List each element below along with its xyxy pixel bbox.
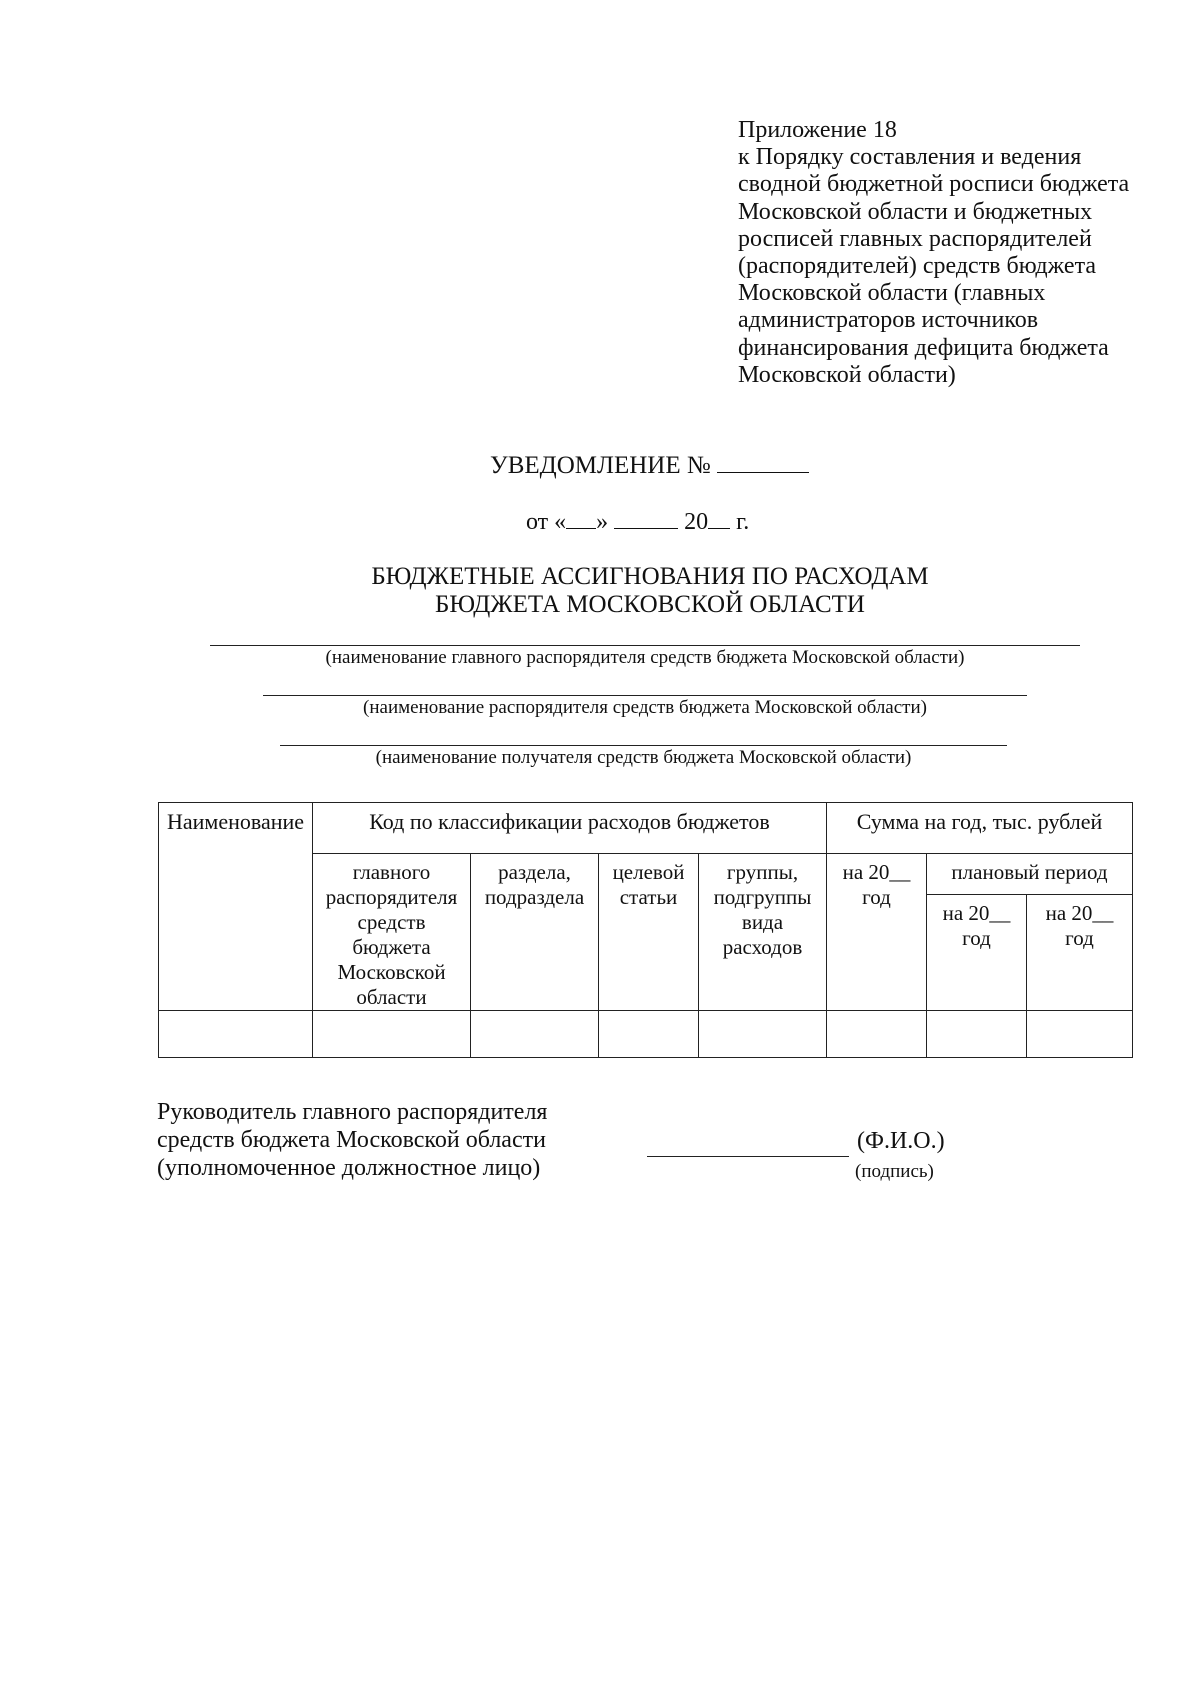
table-cell[interactable] (159, 1011, 313, 1058)
appendix-line: Московской области (главных (738, 280, 1046, 307)
table-row (159, 1011, 1133, 1058)
main-manager-caption: (наименование главного распорядителя средств бюджета Московской области) (325, 647, 965, 668)
date-year-prefix: 20 (684, 509, 709, 535)
recipient-caption: (наименование получателя средств бюджета Московской области) (375, 747, 912, 768)
date-day-blank[interactable] (566, 508, 596, 529)
date-suffix: г. (736, 509, 750, 535)
appendix-line: к Порядку составления и ведения (738, 144, 1082, 171)
notice-title-text: УВЕДОМЛЕНИЕ № (490, 452, 711, 479)
table-cell[interactable] (1027, 1011, 1133, 1058)
header-name: Наименование (159, 803, 313, 1011)
header-code-main-manager: главного распорядителя средств бюджета Московской области (313, 854, 471, 1011)
table-cell[interactable] (927, 1011, 1027, 1058)
date-year-blank[interactable] (708, 508, 730, 529)
notice-title (490, 452, 809, 480)
budget-allocations-table (158, 802, 1133, 1058)
header-code-group: Код по классификации расходов бюджетов (313, 803, 827, 854)
recipient-name-line[interactable] (280, 745, 1007, 746)
header-code-target: целевой статьи (599, 854, 699, 1011)
header-code-group: группы, подгруппы вида расходов (699, 854, 827, 1011)
table-cell[interactable] (827, 1011, 927, 1058)
signatory-line: (уполномоченное должностное лицо) (157, 1155, 541, 1181)
table-cell[interactable] (471, 1011, 599, 1058)
date-month-blank[interactable] (614, 508, 678, 529)
notice-number-blank[interactable] (717, 452, 809, 473)
notice-date (526, 508, 749, 536)
header-sum-group: Сумма на год, тыс. рублей (827, 803, 1133, 854)
main-manager-name-line[interactable] (210, 645, 1080, 646)
header-planned-year-1: на 20__ год (927, 895, 1027, 1011)
appendix-block (738, 117, 1168, 389)
appendix-line: Приложение 18 (738, 117, 897, 143)
signature-caption: (подпись) (855, 1161, 934, 1182)
appendix-line: сводной бюджетной росписи бюджета (738, 171, 1130, 198)
header-code-section: раздела, подраздела (471, 854, 599, 1011)
table-cell[interactable] (313, 1011, 471, 1058)
document-title-line: БЮДЖЕТА МОСКОВСКОЙ ОБЛАСТИ (435, 591, 865, 618)
appendix-line: росписей главных распорядителей (738, 225, 1092, 252)
manager-caption: (наименование распорядителя средств бюджета Московской области) (363, 697, 927, 718)
appendix-line: администраторов источников (738, 307, 1039, 334)
header-planned-year-2: на 20__ год (1027, 895, 1133, 1011)
signature-line[interactable] (647, 1156, 849, 1157)
signatory-line: Руководитель главного распорядителя (157, 1099, 548, 1125)
header-sum-current-year: на 20__ год (827, 854, 927, 1011)
table-header-row (159, 803, 1133, 854)
appendix-line: Московской области и бюджетных (738, 198, 1093, 225)
appendix-line: Московской области) (738, 361, 956, 388)
table-cell[interactable] (699, 1011, 827, 1058)
signatory-line: средств бюджета Московской области (157, 1127, 546, 1153)
fio-label: (Ф.И.О.) (857, 1128, 945, 1154)
signatory-block (157, 1098, 547, 1182)
date-prefix: от « (526, 509, 567, 535)
appendix-line: финансирования дефицита бюджета (738, 334, 1109, 361)
table-cell[interactable] (599, 1011, 699, 1058)
appendix-line: (распорядителей) средств бюджета (738, 253, 1096, 280)
date-close-quote: » (596, 509, 609, 535)
header-planned-period: плановый период (927, 854, 1133, 895)
document-title-line: БЮДЖЕТНЫЕ АССИГНОВАНИЯ ПО РАСХОДАМ (371, 563, 929, 590)
document-title (300, 563, 1000, 619)
manager-name-line[interactable] (263, 695, 1027, 696)
